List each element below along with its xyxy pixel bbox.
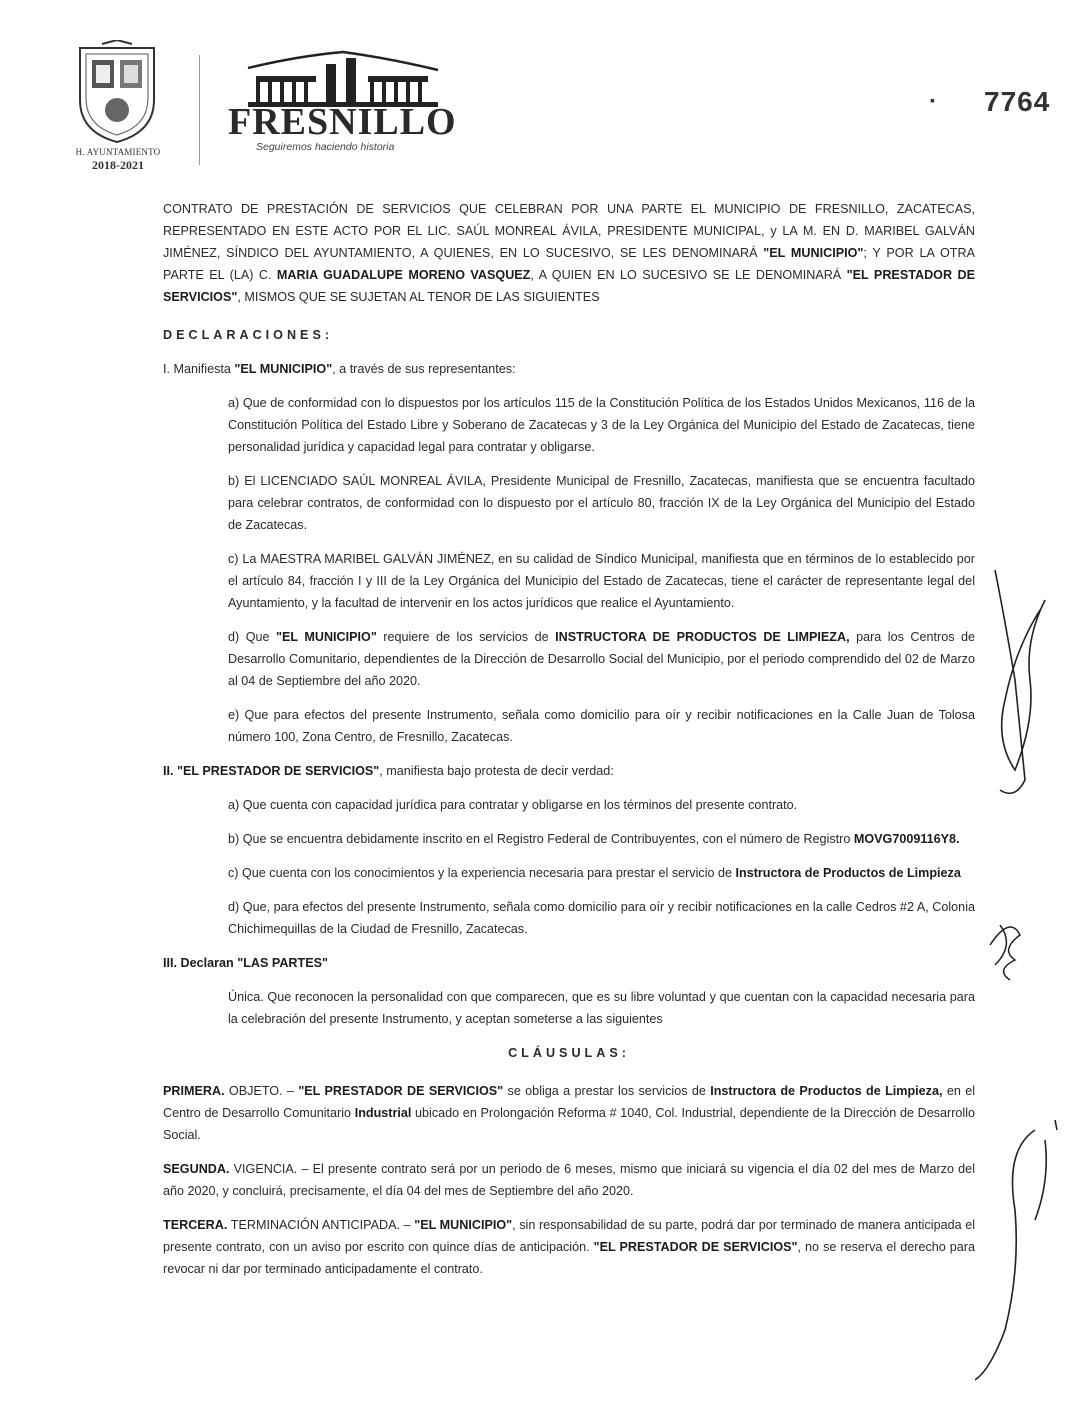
declaration-II-c-bold: Instructora de Productos de Limpieza <box>735 866 961 880</box>
declaration-II-d: d) Que, para efectos del presente Instrumento, señala como domicilio para oír y recibir notificaciones en la calle Cedros #2 A, Colonia Chichimequillas de la Ciudad de Fresnillo, Zacatecas. <box>228 900 975 936</box>
clause-primera-bold-3: Industrial <box>354 1106 412 1120</box>
declaration-III-label: III. Declaran <box>163 956 238 970</box>
declaration-I-d-bold-2: INSTRUCTORA DE PRODUCTOS DE LIMPIEZA, <box>555 630 850 644</box>
declaration-II-text: , manifiesta bajo protesta de decir verdad: <box>379 764 614 778</box>
brand-name: FRESNILLO <box>228 101 457 143</box>
intro-bold-1: "EL MUNICIPIO" <box>763 246 864 260</box>
declaration-II <box>163 760 975 782</box>
declaration-I <box>163 358 975 380</box>
clause-tercera-bold-1: "EL MUNICIPIO" <box>414 1218 513 1232</box>
intro-text-2: ; Y POR LA OTRA PARTE EL (LA) C. <box>163 246 975 282</box>
declaration-II-a: a) Que cuenta con capacidad jurídica para contratar y obligarse en los términos del presente contrato. <box>228 798 798 812</box>
clause-tercera-label: TERCERA. <box>163 1218 228 1232</box>
intro-bold-2: MARIA GUADALUPE MORENO VASQUEZ <box>276 268 531 282</box>
clause-segunda-text: VIGENCIA. – El presente contrato será por un periodo de 6 meses, mismo que iniciará su vigencia el día 02 del mes de Marzo del año 2020, y concluirá, precisamente, el día 04 del mes de Septiembre del año 2020. <box>163 1162 975 1198</box>
intro-text-3: , A QUIEN EN LO SUCESIVO SE LE DENOMINARÁ <box>530 268 847 282</box>
declaration-III-text: Única. Que reconocen la personalidad con que comparecen, que es su libre voluntad y que cuentan con la capacidad necesaria para la celebración del presente Instrumento, y aceptan someterse a las siguientes <box>228 990 975 1026</box>
declaration-I-d <box>163 626 975 692</box>
clause-tercera-text-1: TERMINACIÓN ANTICIPADA. – <box>227 1218 415 1232</box>
declaration-I-c: c) La MAESTRA MARIBEL GALVÁN JIMÉNEZ, en su calidad de Síndico Municipal, manifiesta que en términos de lo establecido por el artículo 84, fracción I y III de la Ley Orgánica del Municipio del Estado de Zacatecas, tiene el carácter de representante legal del Ayuntamiento, y la facultad de intervenir en los actos jurídicos que realice el Ayuntamiento. <box>228 552 975 610</box>
seal-caption <box>60 146 176 172</box>
clause-segunda-label: SEGUNDA. <box>163 1162 230 1176</box>
clause-tercera <box>163 1214 975 1280</box>
header-divider <box>199 55 200 165</box>
declaration-I-a: a) Que de conformidad con lo dispuestos por los artículos 115 de la Constitución Política de los Estados Unidos Mexicanos, 116 de la Constitución Política del Estado Libre y Soberano de Zacatecas y 3 de la Ley Orgánica del Municipio del Estado de Zacatecas, tiene personalidad jurídica y capacidad legal para contratar y obligarse. <box>228 396 975 454</box>
seal-caption-line-1: H. AYUNTAMIENTO <box>75 147 161 157</box>
clause-primera-text-2: se obliga a prestar los servicios de <box>503 1084 711 1098</box>
declaration-I-bold: "EL MUNICIPIO" <box>234 362 333 376</box>
intro-bold-3: "EL PRESTADOR DE SERVICIOS" <box>163 268 975 304</box>
declaration-II-bold: II. "EL PRESTADOR DE SERVICIOS" <box>163 764 380 778</box>
declaration-I-text: I. Manifiesta <box>163 362 235 376</box>
declaration-I-d-text-1: d) Que <box>228 630 277 644</box>
initials-signature-icon <box>980 905 1030 990</box>
clause-primera-bold-1: "EL PRESTADOR DE SERVICIOS" <box>298 1084 504 1098</box>
declaration-I-d-text-3: para los Centros de Desarrollo Comunitario, dependientes de la Dirección de Desarrollo Social del Municipio, por el periodo comprendido del 02 de Marzo al 04 de Septiembre del año 2020. <box>228 630 976 688</box>
declaration-II-b-text: b) Que se encuentra debidamente inscrito en el Registro Federal de Contribuyentes, con el número de Registro <box>228 832 854 846</box>
declaration-II-c <box>163 862 975 884</box>
clause-segunda <box>163 1158 975 1202</box>
declaration-I-d-text-2: requiere de los servicios de <box>376 630 556 644</box>
declaration-I-e: e) Que para efectos del presente Instrumento, señala como domicilio para oír y recibir notificaciones en la Calle Juan de Tolosa número 100, Zona Centro, de Fresnillo, Zacatecas. <box>228 708 975 744</box>
clause-primera <box>163 1080 975 1146</box>
signature-2-icon <box>975 1120 1065 1390</box>
document-number: 7764 <box>984 86 1051 117</box>
intro-paragraph <box>163 198 975 308</box>
clause-tercera-bold-2: "EL PRESTADOR DE SERVICIOS" <box>593 1240 798 1254</box>
contract-body <box>163 198 975 1280</box>
declaration-III <box>163 952 975 974</box>
clause-tercera-text-2: , sin responsabilidad de su parte, podrá dar por terminado de manera anticipada el presente contrato, con un aviso por escrito con quince días de anticipación. <box>163 1218 976 1254</box>
seal-caption-line-2: 2018-2021 <box>92 158 144 172</box>
declaration-II-b <box>163 828 975 850</box>
clause-primera-text-3: en el Centro de Desarrollo Comunitario <box>163 1084 976 1120</box>
rfc-number: MOVG7009116Y8. <box>853 832 960 846</box>
intro-text-1: CONTRATO DE PRESTACIÓN DE SERVICIOS QUE CELEBRAN POR UNA PARTE EL MUNICIPIO DE FRESNILLO, ZACATECAS, REPRESENTADO EN ESTE ACTO POR EL LIC. SAÚL MONREAL ÁVILA, PRESIDENTE MUNICIPAL, y LA M. EN D. MARIBEL GALVÁN JIMÉNEZ, SÍNDICO DEL AYUNTAMIENTO, A QUIENES, EN LO SUCESIVO, SE LES DENOMINARÁ <box>163 202 975 260</box>
declaration-I-d-bold-1: "EL MUNICIPIO" <box>276 630 377 644</box>
clausulas-heading: CLÁUSULAS: <box>508 1046 630 1060</box>
declaration-I-b: b) El LICENCIADO SAÚL MONREAL ÁVILA, Presidente Municipal de Fresnillo, Zacatecas, manifiesta que se encuentra facultado para celebrar contratos, de conformidad con lo dispuesto por el artículo 80, fracción IX de la Ley Orgánica del Municipio del Estado de Zacatecas. <box>228 474 975 532</box>
clause-primera-text-1: OBJETO. – <box>224 1084 299 1098</box>
clause-primera-bold-2: Instructora de Productos de Limpieza, <box>710 1084 943 1098</box>
intro-text-4: , MISMOS QUE SE SUJETAN AL TENOR DE LAS SIGUIENTES <box>237 290 600 304</box>
brand-tagline: Seguiremos haciendo historia <box>256 141 395 153</box>
declaration-III-bold: "LAS PARTES" <box>237 956 328 970</box>
bullet-icon: ▪ <box>930 92 935 108</box>
declaration-II-c-text: c) Que cuenta con los conocimientos y la experiencia necesaria para prestar el servicio de <box>228 866 736 880</box>
clause-primera-label: PRIMERA. <box>163 1084 225 1098</box>
municipal-seal-icon <box>72 40 162 145</box>
signature-icon <box>985 560 1055 820</box>
declaration-I-text-2: , a través de sus representantes: <box>332 362 516 376</box>
clause-tercera-text-3: , no se reserva el derecho para revocar ni dar por terminado anticipadamente el contrato. <box>163 1240 975 1276</box>
declaraciones-heading: DECLARACIONES: <box>163 328 334 342</box>
clause-primera-text-4: ubicado en Prolongación Reforma # 1040, Col. Industrial, dependiente de la Dirección de Desarrollo Social. <box>163 1106 975 1142</box>
